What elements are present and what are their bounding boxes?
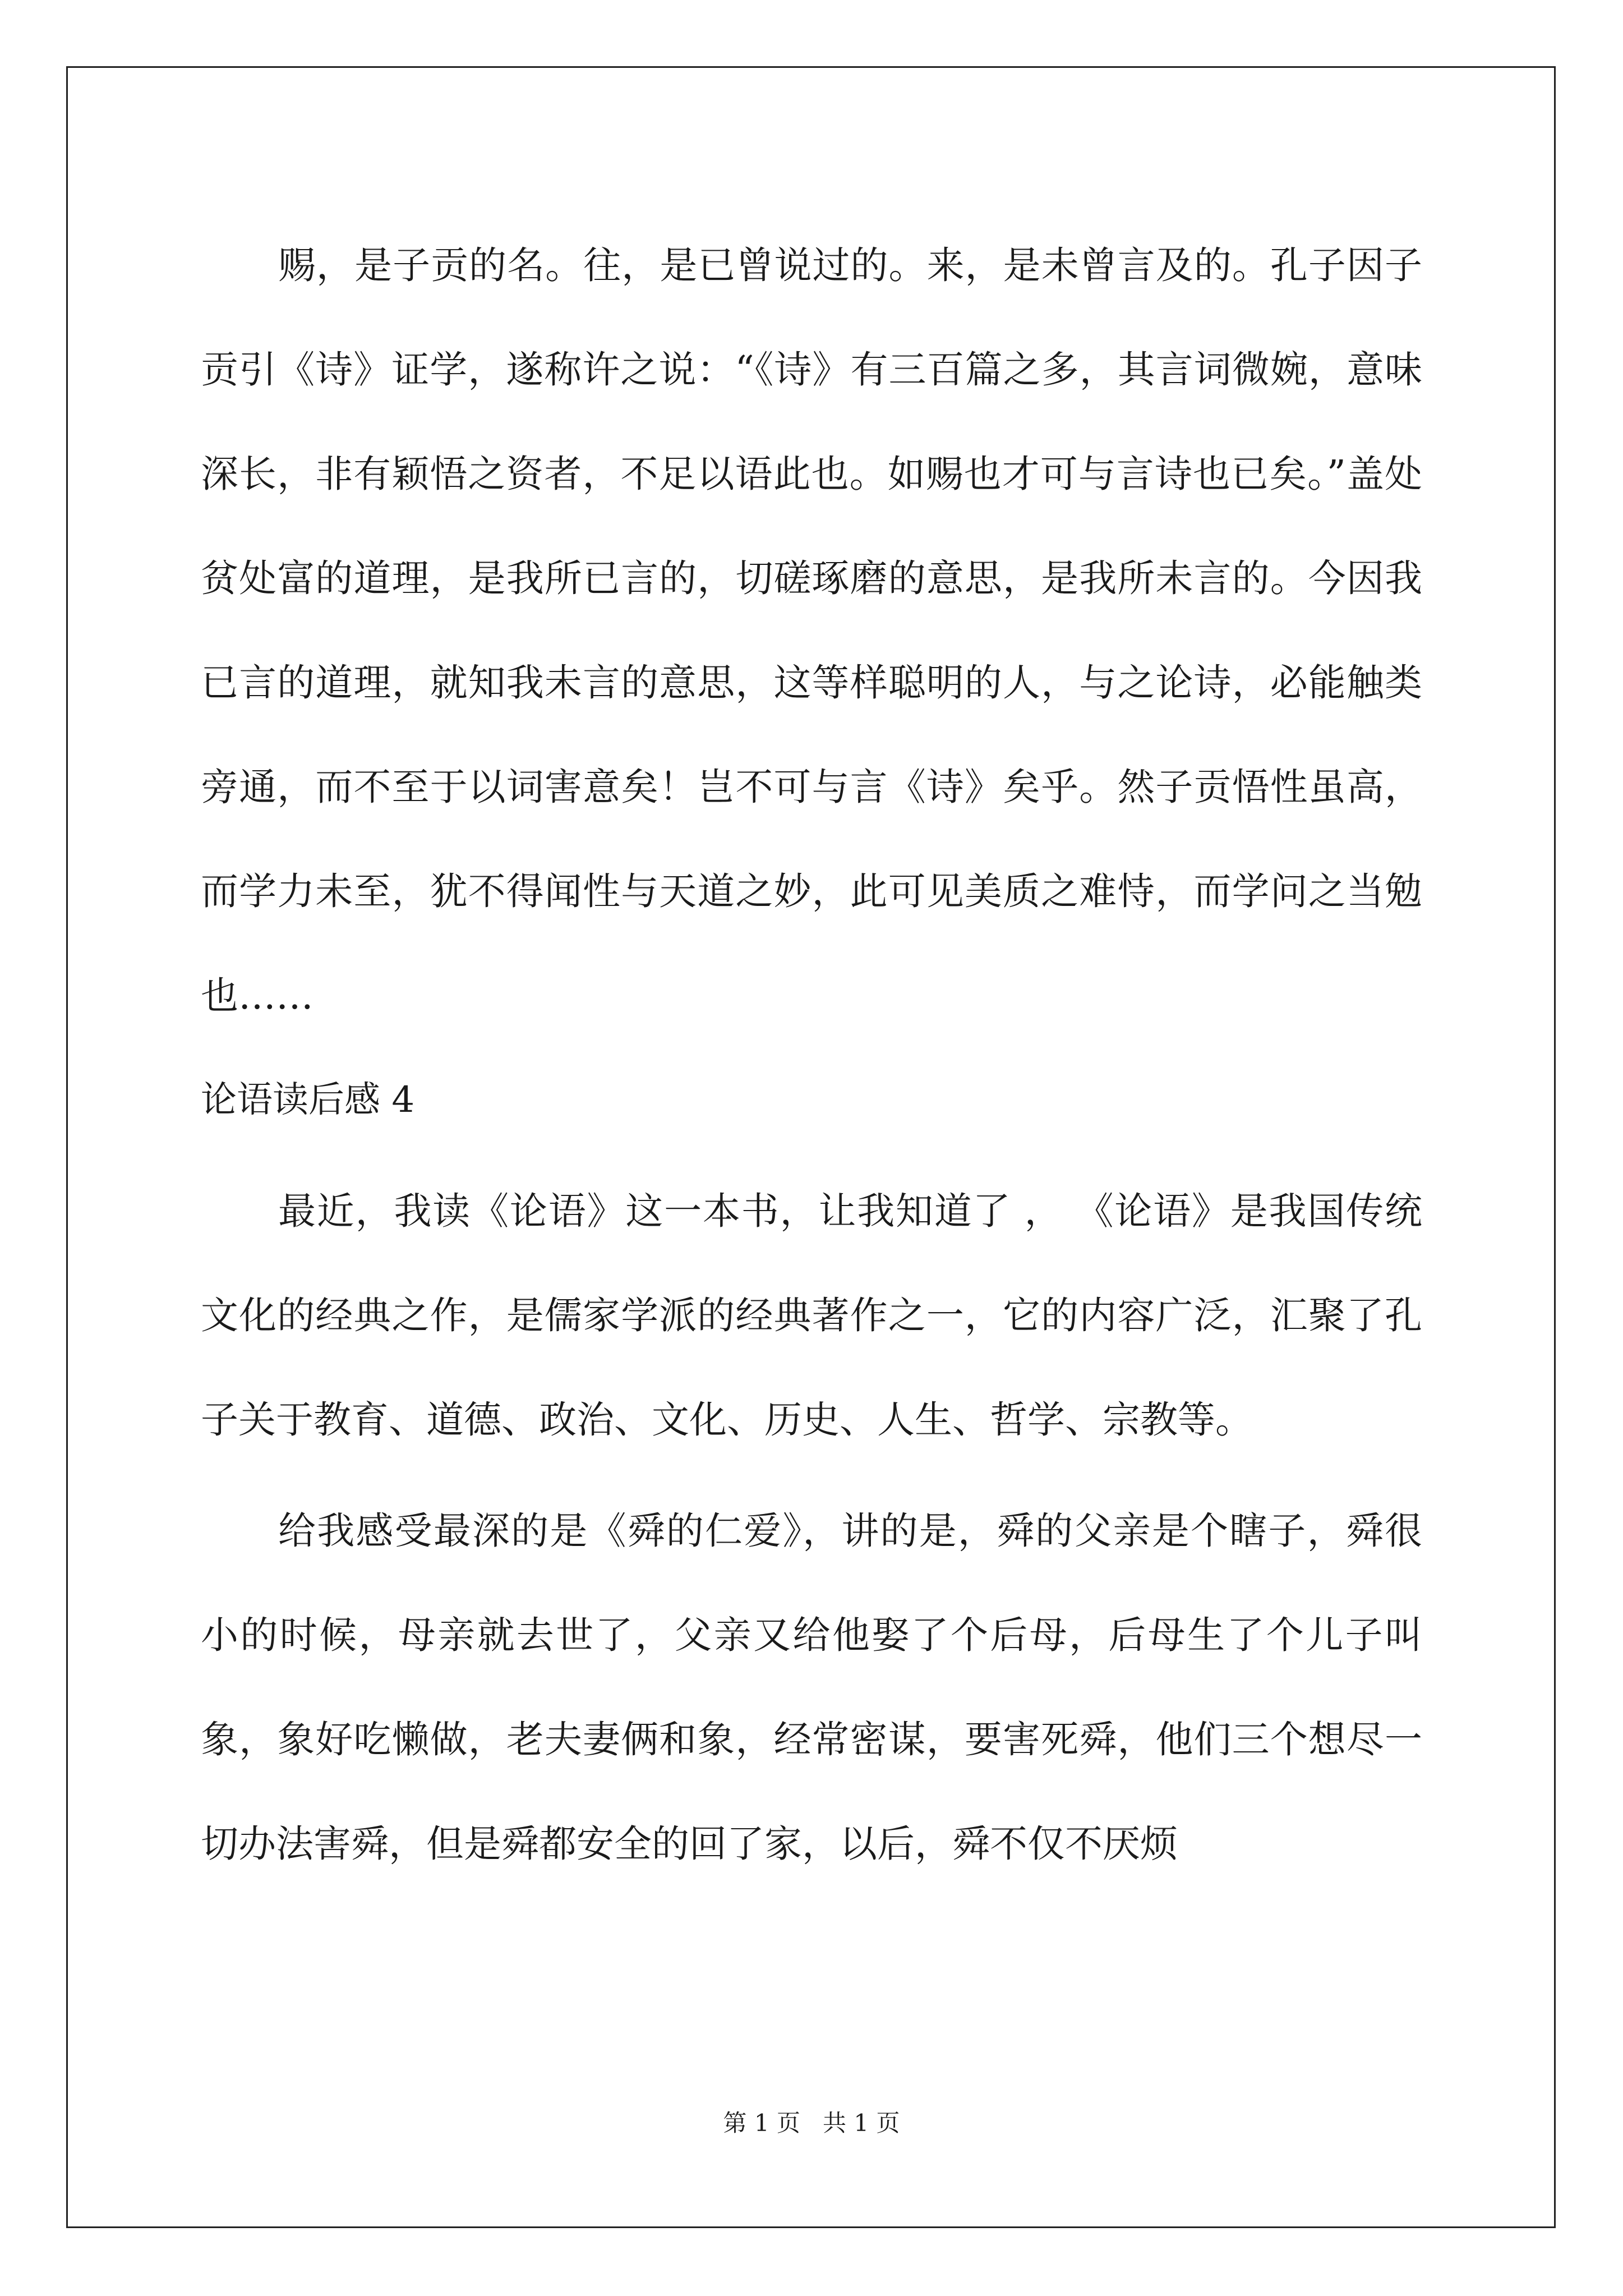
paragraph-intro: 最近，我读《论语》这一本书，让我知道了 ， 《论语》是我国传统文化的经典之作，是儒家学派的经典著作之一，它的内容广泛，汇聚了孔子关于教育、道德、政治、文化、历史、人生、哲学、宗教等。 [201, 1189, 1422, 1442]
section-heading: 论语读后感 4 [201, 1079, 415, 1121]
paragraph-commentary: 赐，是子贡的名。往，是已曾说过的。来，是未曾言及的。孔子因子贡引《诗》证学，遂称许之说：“《诗》有三百篇之多，其言词微婉，意味深长，非有颖悟之资者，不足以语此也。如赐也才可与言诗也已矣。”盖处贫处富的道理，是我所已言的，切磋琢磨的意思，是我所未言的。今因我已言的道理，就知我未言的意思，这等样聪明的人，与之论诗，必能触类旁通，而不至于以词害意矣！岂不可与言《诗》矣乎。然子贡悟性虽高，而学力未至，犹不得闻性与天道之妙，此可见美质之难恃，而学问之当勉也…… [201, 243, 1422, 1018]
paragraph-story: 给我感受最深的是《舜的仁爱》，讲的是，舜的父亲是个瞎子，舜很小的时候，母亲就去世了，父亲又给他娶了个后母，后母生了个儿子叫象，象好吃懒做，老夫妻俩和象，经常密谋，要害死舜，他们三个想尽一切办法害舜，但是舜都安全的回了家，以后，舜不仅不厌烦 [201, 1509, 1422, 1866]
document-body [201, 213, 1422, 1896]
page-footer: 第 1 页 共 1 页 [723, 2109, 900, 2137]
